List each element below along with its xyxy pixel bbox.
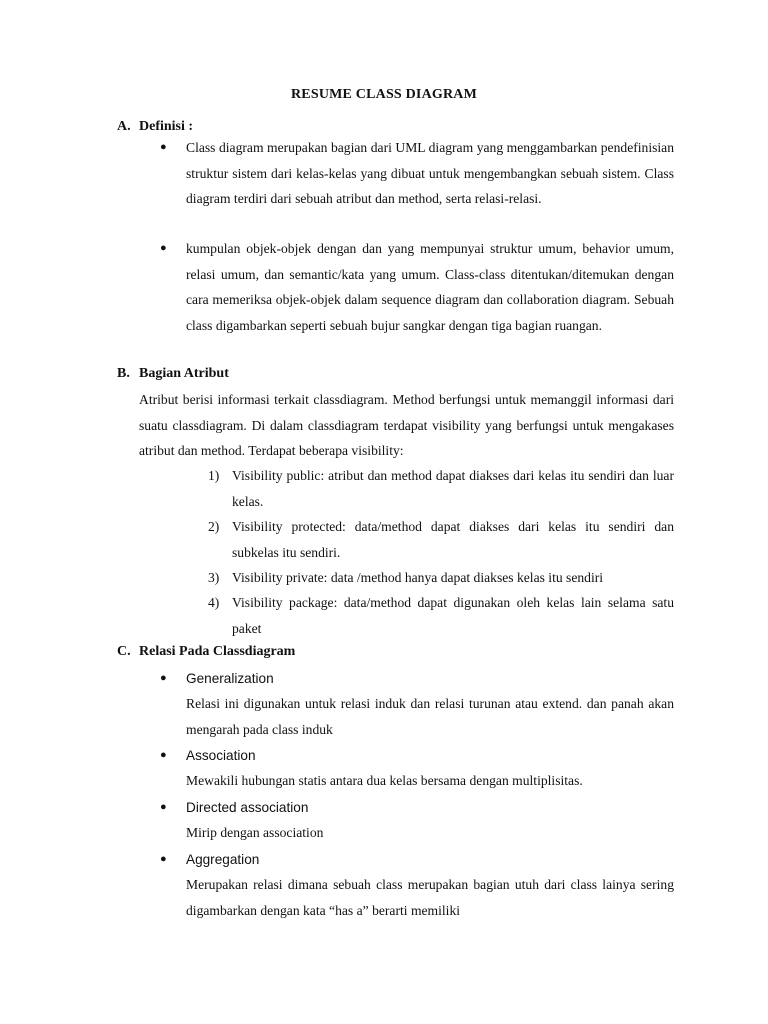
- section-a-title: Definisi :: [139, 119, 194, 134]
- list-number: 1): [208, 468, 220, 483]
- list-number: 2): [208, 519, 220, 534]
- visibility-item: Visibility private: data /method hanya dapat diakses kelas itu sendiri: [232, 570, 604, 585]
- relation-description: Relasi ini digunakan untuk relasi induk dan relasi turunan atau extend. dan panah akan mengarah pada class induk: [186, 696, 674, 737]
- bullet-marker: ●: [160, 242, 167, 254]
- section-c-heading: [117, 644, 295, 660]
- relation-description: Merupakan relasi dimana sebuah class merupakan bagian utuh dari class lainya sering digambarkan dengan kata “has a” berarti memiliki: [186, 877, 674, 918]
- visibility-item: Visibility package: data/method dapat digunakan oleh kelas lain selama satu paket: [232, 595, 674, 636]
- relation-name: Generalization: [186, 671, 274, 686]
- relation-name: Aggregation: [186, 852, 260, 867]
- list-number: 3): [208, 570, 220, 585]
- visibility-item: Visibility public: atribut dan method dapat diakses dari kelas itu sendiri dan luar kelas.: [232, 468, 674, 509]
- section-b-title: Bagian Atribut: [139, 366, 229, 381]
- section-c-letter: C.: [117, 644, 131, 659]
- atribut-paragraph: Atribut berisi informasi terkait classdiagram. Method berfungsi untuk memanggil informasi dari suatu classdiagram. Di dalam classdiagram terdapat visibility yang berfungsi untuk mengakases atribut dan method. Terdapat beberapa visibility:: [139, 392, 674, 458]
- bullet-marker: ●: [160, 749, 167, 761]
- section-b-heading: [117, 366, 229, 382]
- relation-description: Mirip dengan association: [186, 825, 324, 840]
- bullet-marker: ●: [160, 853, 167, 865]
- section-c-title: Relasi Pada Classdiagram: [139, 644, 296, 659]
- relation-name: Directed association: [186, 800, 309, 815]
- list-number: 4): [208, 595, 220, 610]
- section-a-heading: [117, 119, 193, 135]
- visibility-item: Visibility protected: data/method dapat diakses dari kelas itu sendiri dan subkelas itu sendiri.: [232, 519, 674, 560]
- bullet-marker: ●: [160, 801, 167, 813]
- section-b-letter: B.: [117, 366, 130, 381]
- document-title: RESUME CLASS DIAGRAM: [290, 87, 478, 102]
- relation-description: Mewakili hubungan statis antara dua kelas bersama dengan multiplisitas.: [186, 773, 583, 788]
- section-a-letter: A.: [117, 119, 131, 134]
- relation-name: Association: [186, 748, 256, 763]
- definition-bullet-2: kumpulan objek-objek dengan dan yang mempunyai struktur umum, behavior umum, relasi umum, dan semantic/kata yang umum. Class-class ditentukan/ditemukan dengan cara memeriksa objek-objek dalam sequence diagram dan collaboration diagram. Sebuah class digambarkan seperti sebuah bujur sangkar dengan tiga bagian ruangan.: [186, 241, 674, 333]
- bullet-marker: ●: [160, 141, 167, 153]
- definition-bullet-1: Class diagram merupakan bagian dari UML diagram yang menggambarkan pendefinisian struktur sistem dari kelas-kelas yang dibuat untuk mengembangkan sebuah sistem. Class diagram terdiri dari sebuah atribut dan method, serta relasi-relasi.: [186, 140, 674, 206]
- bullet-marker: ●: [160, 672, 167, 684]
